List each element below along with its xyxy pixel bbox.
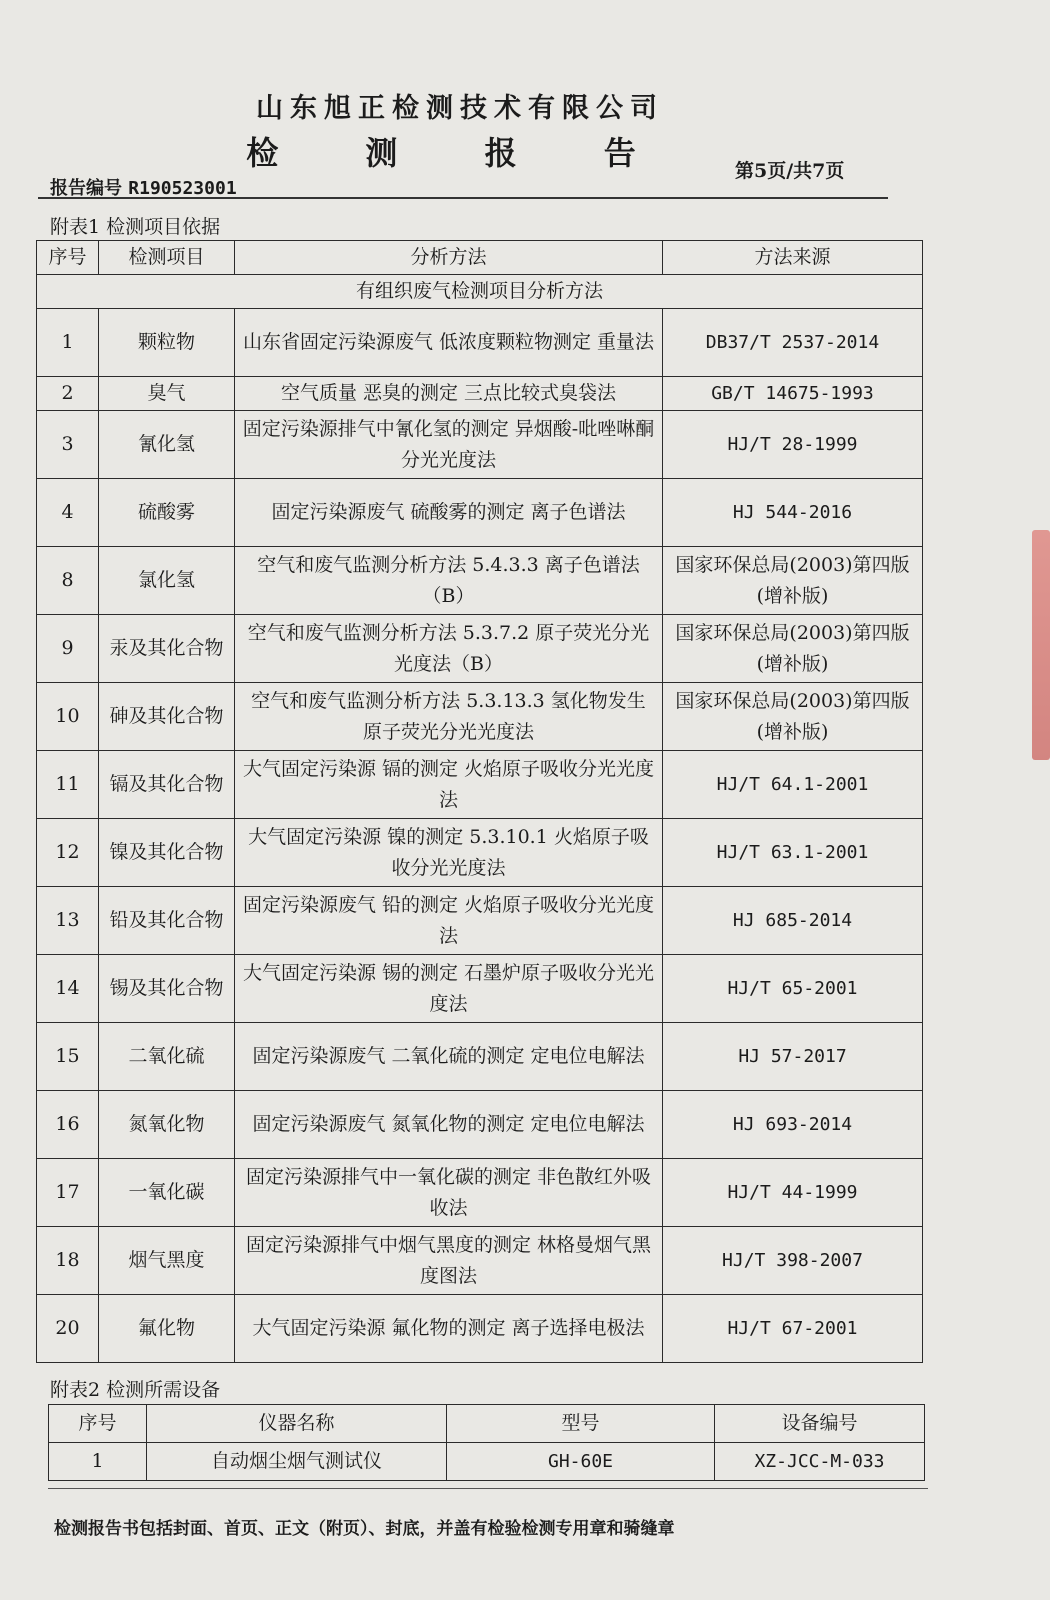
header-no: 序号	[49, 1405, 147, 1443]
page-number: 第5页/共7页	[735, 160, 845, 182]
header-no: 序号	[37, 241, 99, 275]
test-item: 臭气	[99, 377, 235, 411]
test-item: 一氧化碳	[99, 1159, 235, 1227]
method-source: HJ/T 67-2001	[663, 1295, 923, 1363]
method-source: 国家环保总局(2003)第四版(增补版)	[663, 615, 923, 683]
row-number: 15	[37, 1023, 99, 1091]
table1-caption: 附表1 检测项目依据	[50, 216, 221, 238]
method-source: HJ/T 65-2001	[663, 955, 923, 1023]
row-number: 14	[37, 955, 99, 1023]
test-item: 镉及其化合物	[99, 751, 235, 819]
row-number: 17	[37, 1159, 99, 1227]
test-item: 颗粒物	[99, 309, 235, 377]
row-number: 9	[37, 615, 99, 683]
test-item: 氮氧化物	[99, 1091, 235, 1159]
row-number: 1	[37, 309, 99, 377]
analysis-method: 固定污染源废气 硫酸雾的测定 离子色谱法	[235, 479, 663, 547]
header-model: 型号	[447, 1405, 715, 1443]
report-title: 检 测 报 告	[246, 134, 674, 172]
section-row	[37, 275, 923, 309]
row-number: 4	[37, 479, 99, 547]
section-title: 有组织废气检测项目分析方法	[37, 275, 923, 309]
method-source: GB/T 14675-1993	[663, 377, 923, 411]
report-number-label: 报告编号	[50, 178, 122, 199]
test-item: 砷及其化合物	[99, 683, 235, 751]
method-source: HJ/T 63.1-2001	[663, 819, 923, 887]
method-source: HJ 685-2014	[663, 887, 923, 955]
test-item: 氰化氢	[99, 411, 235, 479]
footer-note: 检测报告书包括封面、首页、正文（附页）、封底，并盖有检验检测专用章和骑缝章	[54, 1519, 675, 1539]
analysis-method: 山东省固定污染源废气 低浓度颗粒物测定 重量法	[235, 309, 663, 377]
instrument-name: 自动烟尘烟气测试仪	[147, 1443, 447, 1481]
test-item: 铅及其化合物	[99, 887, 235, 955]
method-source: HJ 57-2017	[663, 1023, 923, 1091]
method-source: HJ 693-2014	[663, 1091, 923, 1159]
row-number: 18	[37, 1227, 99, 1295]
method-source: HJ/T 28-1999	[663, 411, 923, 479]
analysis-method: 大气固定污染源 镉的测定 火焰原子吸收分光光度法	[235, 751, 663, 819]
row-number: 11	[37, 751, 99, 819]
seal-stamp-edge	[1032, 530, 1050, 760]
table-row	[37, 309, 923, 377]
table-row	[37, 1023, 923, 1091]
report-number-value: R190523001	[128, 178, 237, 199]
row-number: 3	[37, 411, 99, 479]
table-row	[37, 887, 923, 955]
instrument-model: GH-60E	[447, 1443, 715, 1481]
header-source: 方法来源	[663, 241, 923, 275]
method-source: HJ/T 44-1999	[663, 1159, 923, 1227]
analysis-method: 固定污染源废气 氮氧化物的测定 定电位电解法	[235, 1091, 663, 1159]
table-row	[37, 547, 923, 615]
equipment-id: XZ-JCC-M-033	[715, 1443, 925, 1481]
equipment-table	[48, 1404, 925, 1481]
method-basis-table	[36, 240, 923, 1363]
row-number: 2	[37, 377, 99, 411]
analysis-method: 空气质量 恶臭的测定 三点比较式臭袋法	[235, 377, 663, 411]
table-row	[37, 615, 923, 683]
analysis-method: 固定污染源排气中一氧化碳的测定 非色散红外吸收法	[235, 1159, 663, 1227]
header-method: 分析方法	[235, 241, 663, 275]
table-header-row	[49, 1405, 925, 1443]
test-item: 镍及其化合物	[99, 819, 235, 887]
table-row	[37, 955, 923, 1023]
header-instrument: 仪器名称	[147, 1405, 447, 1443]
company-name: 山东旭正检测技术有限公司	[256, 93, 664, 124]
method-source: HJ/T 398-2007	[663, 1227, 923, 1295]
table-row	[37, 479, 923, 547]
analysis-method: 空气和废气监测分析方法 5.4.3.3 离子色谱法（B）	[235, 547, 663, 615]
row-number: 8	[37, 547, 99, 615]
analysis-method: 空气和废气监测分析方法 5.3.7.2 原子荧光分光光度法（B）	[235, 615, 663, 683]
method-source: HJ 544-2016	[663, 479, 923, 547]
table-row	[49, 1443, 925, 1481]
table-row	[37, 411, 923, 479]
method-source: HJ/T 64.1-2001	[663, 751, 923, 819]
analysis-method: 大气固定污染源 锡的测定 石墨炉原子吸收分光光度法	[235, 955, 663, 1023]
method-source: 国家环保总局(2003)第四版(增补版)	[663, 547, 923, 615]
test-item: 烟气黑度	[99, 1227, 235, 1295]
row-number: 10	[37, 683, 99, 751]
analysis-method: 固定污染源废气 二氧化硫的测定 定电位电解法	[235, 1023, 663, 1091]
table-row	[37, 683, 923, 751]
table-row	[37, 1227, 923, 1295]
table-row	[37, 1295, 923, 1363]
row-number: 16	[37, 1091, 99, 1159]
row-number: 12	[37, 819, 99, 887]
analysis-method: 固定污染源废气 铅的测定 火焰原子吸收分光光度法	[235, 887, 663, 955]
test-item: 氯化氢	[99, 547, 235, 615]
analysis-method: 固定污染源排气中氰化氢的测定 异烟酸-吡唑啉酮分光光度法	[235, 411, 663, 479]
header-item: 检测项目	[99, 241, 235, 275]
row-number: 13	[37, 887, 99, 955]
table-row	[37, 751, 923, 819]
header-equipment-id: 设备编号	[715, 1405, 925, 1443]
test-item: 汞及其化合物	[99, 615, 235, 683]
test-item: 硫酸雾	[99, 479, 235, 547]
method-source: DB37/T 2537-2014	[663, 309, 923, 377]
table-row	[37, 819, 923, 887]
table2-caption: 附表2 检测所需设备	[50, 1379, 221, 1401]
analysis-method: 固定污染源排气中烟气黑度的测定 林格曼烟气黑度图法	[235, 1227, 663, 1295]
table-header-row	[37, 241, 923, 275]
test-item: 氟化物	[99, 1295, 235, 1363]
table-row	[37, 377, 923, 411]
table-row	[37, 1159, 923, 1227]
test-item: 锡及其化合物	[99, 955, 235, 1023]
header-divider	[38, 197, 888, 199]
test-item: 二氧化硫	[99, 1023, 235, 1091]
row-number: 1	[49, 1443, 147, 1481]
analysis-method: 大气固定污染源 氟化物的测定 离子选择电极法	[235, 1295, 663, 1363]
analysis-method: 大气固定污染源 镍的测定 5.3.10.1 火焰原子吸收分光光度法	[235, 819, 663, 887]
footer-divider	[48, 1488, 928, 1489]
analysis-method: 空气和废气监测分析方法 5.3.13.3 氢化物发生 原子荧光分光光度法	[235, 683, 663, 751]
table-row	[37, 1091, 923, 1159]
row-number: 20	[37, 1295, 99, 1363]
method-source: 国家环保总局(2003)第四版(增补版)	[663, 683, 923, 751]
